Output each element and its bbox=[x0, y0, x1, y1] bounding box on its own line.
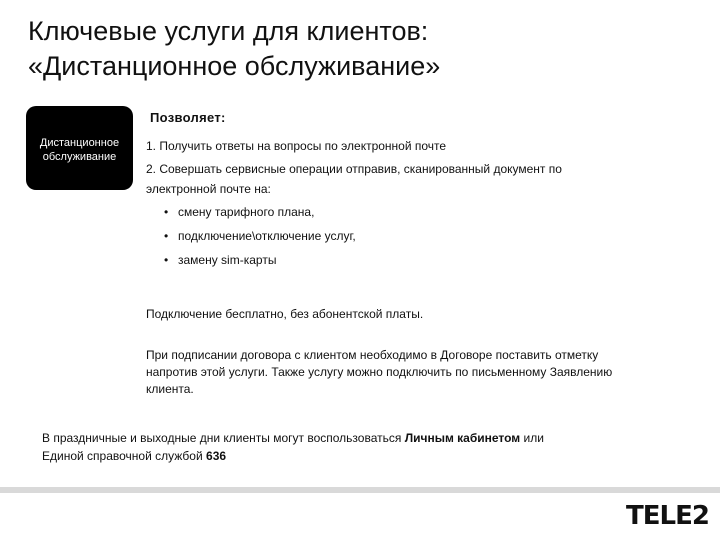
tele2-logo: TELE2 bbox=[626, 501, 709, 531]
point-2-line-2: электронной почте на: bbox=[146, 182, 271, 196]
service-box-line-1: Дистанционное bbox=[39, 137, 120, 149]
bullet-icon: • bbox=[164, 253, 169, 267]
bullet-icon: • bbox=[164, 229, 169, 243]
footer-divider bbox=[0, 487, 720, 493]
list-item-text: смену тарифного плана, bbox=[178, 205, 315, 219]
service-box-line-2: обслуживание bbox=[42, 151, 117, 163]
list-item bbox=[164, 227, 356, 251]
free-connection-note: Подключение бесплатно, без абонентской платы. bbox=[146, 307, 424, 321]
holiday-text: В праздничные и выходные дни клиенты могут воспользоваться bbox=[42, 431, 405, 445]
page-title bbox=[28, 14, 708, 84]
title-line-2: «Дистанционное обслуживание» bbox=[28, 51, 441, 81]
contract-note-line-1: При подписании договора с клиентом необходимо в Договоре поставить отметку bbox=[146, 348, 599, 362]
holiday-text: или bbox=[520, 431, 544, 445]
point-2 bbox=[146, 159, 666, 199]
holiday-text: Единой справочной службой bbox=[42, 449, 207, 463]
point-2-line-1: 2. Совершать сервисные операции отправив, сканированный документ по bbox=[146, 162, 562, 176]
list-item bbox=[164, 251, 356, 275]
list-item bbox=[164, 203, 356, 227]
point-1: 1. Получить ответы на вопросы по электронной почте bbox=[146, 139, 447, 153]
title-line-1: Ключевые услуги для клиентов: bbox=[28, 16, 429, 46]
contract-note-line-3: клиента. bbox=[146, 382, 194, 396]
contract-note-line-2: напротив этой услуги. Также услугу можно подключить по письменному Заявлению bbox=[146, 365, 613, 379]
allows-heading: Позволяет: bbox=[150, 110, 226, 125]
service-label-box bbox=[26, 106, 133, 190]
holiday-note-line-1 bbox=[42, 429, 682, 447]
list-item-text: подключение\отключение услуг, bbox=[178, 229, 356, 243]
bullet-icon: • bbox=[164, 205, 169, 219]
list-item-text: замену sim-карты bbox=[178, 253, 277, 267]
holiday-note bbox=[42, 429, 682, 465]
operations-list bbox=[164, 203, 356, 275]
contract-note bbox=[146, 347, 706, 398]
holiday-note-line-2 bbox=[42, 447, 682, 465]
help-number-highlight: 636 bbox=[206, 449, 227, 463]
personal-account-highlight: Личным кабинетом bbox=[404, 431, 521, 445]
